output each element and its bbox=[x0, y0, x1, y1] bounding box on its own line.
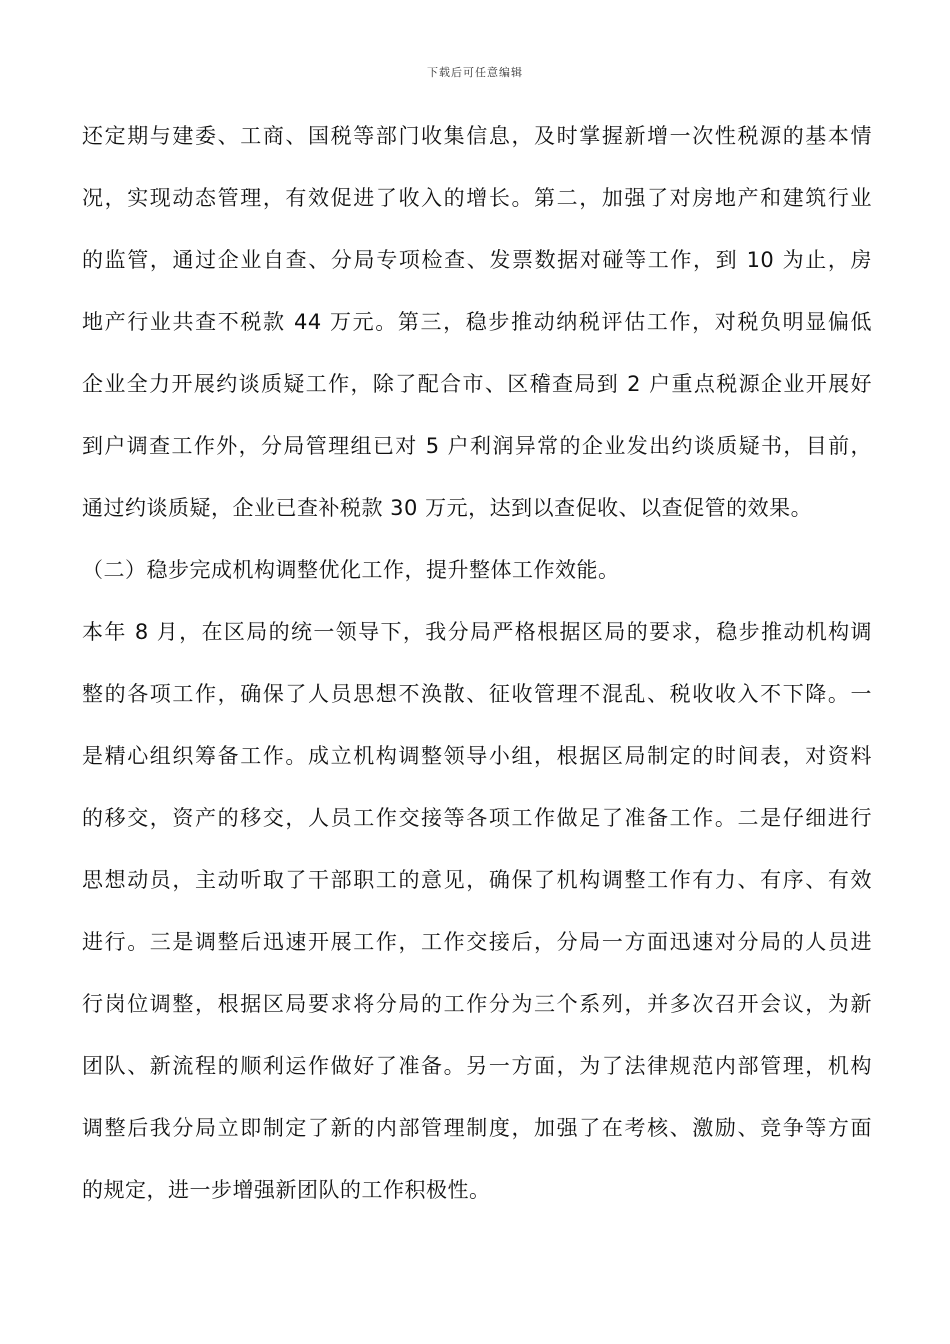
text-line: 到户调查工作外，分局管理组已对 5 户利润异常的企业发出约谈质疑书，目前， bbox=[82, 434, 872, 458]
text-line: 的规定，进一步增强新团队的工作积极性。 bbox=[82, 1178, 491, 1202]
text-line: 调整后我分局立即制定了新的内部管理制度，加强了在考核、激励、竞争等方面 bbox=[82, 1116, 872, 1140]
text-line: 本年 8 月，在区局的统一领导下，我分局严格根据区局的要求，稳步推动机构调 bbox=[82, 620, 872, 644]
section-heading: （二）稳步完成机构调整优化工作，提升整体工作效能。 bbox=[82, 558, 620, 582]
page-header: 下载后可任意编辑 bbox=[427, 66, 523, 79]
text-line: 地产行业共查不税款 44 万元。第三，稳步推动纳税评估工作，对税负明显偏低 bbox=[82, 310, 872, 334]
text-line: 况，实现动态管理，有效促进了收入的增长。第二，加强了对房地产和建筑行业 bbox=[82, 186, 872, 210]
text-line: 的监管，通过企业自查、分局专项检查、发票数据对碰等工作，到 10 为止，房 bbox=[82, 248, 872, 272]
text-line: 是精心组织筹备工作。成立机构调整领导小组，根据区局制定的时间表，对资料 bbox=[82, 744, 872, 768]
text-line: 企业全力开展约谈质疑工作，除了配合市、区稽查局到 2 户重点税源企业开展好 bbox=[82, 372, 872, 396]
text-line: 还定期与建委、工商、国税等部门收集信息，及时掌握新增一次性税源的基本情 bbox=[82, 124, 872, 148]
text-line: 思想动员，主动听取了干部职工的意见，确保了机构调整工作有力、有序、有效 bbox=[82, 868, 872, 892]
text-line: 行岗位调整，根据区局要求将分局的工作分为三个系列，并多次召开会议，为新 bbox=[82, 992, 872, 1016]
text-line: 通过约谈质疑，企业已查补税款 30 万元，达到以查促收、以查促管的效果。 bbox=[82, 496, 813, 520]
document-body bbox=[82, 114, 872, 1230]
text-line: 整的各项工作，确保了人员思想不涣散、征收管理不混乱、税收收入不下降。一 bbox=[82, 682, 872, 706]
text-line: 进行。三是调整后迅速开展工作，工作交接后，分局一方面迅速对分局的人员进 bbox=[82, 930, 872, 954]
text-line: 团队、新流程的顺利运作做好了准备。另一方面，为了法律规范内部管理，机构 bbox=[82, 1054, 872, 1078]
text-line: 的移交，资产的移交，人员工作交接等各项工作做足了准备工作。二是仔细进行 bbox=[82, 806, 872, 830]
